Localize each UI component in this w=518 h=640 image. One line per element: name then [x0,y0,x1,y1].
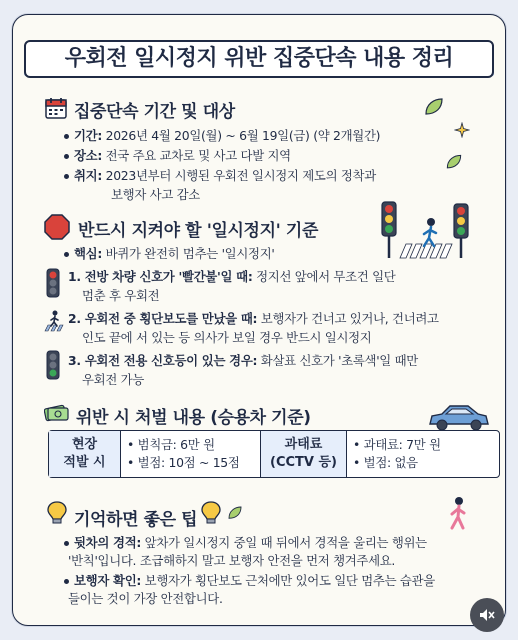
rule-2-label: 2. 우회전 중 횡단보도를 만났을 때: [68,311,258,326]
lightbulb-icon [200,500,222,526]
tip-2-line [74,572,435,590]
car-icon [426,402,490,432]
onsite-header-line-1: 현장 [71,437,98,452]
rule-1-line [68,268,395,286]
rule-2-line [68,310,439,328]
period-value: 2026년 4월 20일(월) ~ 6월 19일(금) (약 2개월간) [105,128,381,143]
rule-2-value: 보행자가 건너고 있거나, 건너려고 [260,311,439,326]
rule-3-value: 화살표 신호가 '초록색'일 때만 [260,353,418,368]
tip-1-value: 앞차가 일시정지 중일 때 뒤에서 경적을 울리는 행위는 [144,535,427,550]
bullet [64,154,69,159]
rule-3-label: 3. 우회전 전용 신호등이 있는 경우: [68,353,258,368]
section-heading-penalty: 위반 시 처벌 내용 (승용차 기준) [76,408,311,428]
tip-1-label: 뒷차의 경적: [74,535,142,550]
cctv-header [261,431,347,477]
rule-3-line-2: 우회전 가능 [82,372,144,387]
cctv-values [347,431,499,477]
lightbulb-icon [46,500,68,526]
mute-button[interactable] [470,598,504,632]
leaf-icon [226,504,244,522]
crosswalk-pedestrian-icon [374,200,496,262]
place-label: 장소: [74,148,102,163]
sparkle-icon [454,122,470,138]
leaf-icon [444,152,464,172]
stop-sign-icon [44,214,70,240]
bullet [64,579,69,584]
bullet [64,541,69,546]
green-arrow-signal-icon [46,350,60,380]
onsite-header [49,431,121,477]
cctv-header-line-1: 과태료 [284,437,323,452]
rule-2-line-2: 인도 끝에 서 있는 등 의사가 보일 경우 반드시 일시정지 [82,330,372,345]
onsite-fine: • 범칙금: 6만 원 [127,437,215,452]
walking-person-icon [446,496,470,532]
purpose-value: 2023년부터 시행된 우회전 일시정지 제도의 정착과 [105,168,376,183]
red-traffic-light-icon [46,268,60,298]
purpose-label: 취지: [74,168,102,183]
section-heading-stop-rule: 반드시 지켜야 할 '일시정지' 기준 [78,221,318,241]
onsite-points: • 벌점: 10점 ~ 15점 [127,455,240,470]
tip-2-value: 보행자가 횡단보도 근처에만 있어도 일단 멈추는 습관을 [144,573,435,588]
rule-1-label: 1. 전방 차량 신호가 '빨간불'일 때: [68,269,253,284]
calendar-icon [44,96,68,120]
tip-2-line-2: 들이는 것이 가장 안전합니다. [68,591,223,606]
cctv-points: • 벌점: 없음 [353,455,418,470]
core-label: 핵심: [74,246,102,261]
pedestrian-crossing-icon [44,310,64,332]
rule-1-value: 정지선 앞에서 무조건 일단 [256,269,396,284]
tip-1-line [74,534,427,552]
core-line [74,245,274,263]
onsite-header-line-2: 적발 시 [63,455,106,470]
penalty-table [48,430,500,478]
core-value: 바퀴가 완전히 멈추는 '일시정지' [105,246,275,261]
leaf-icon [422,96,446,118]
bullet [64,134,69,139]
rule-3-line [68,352,418,370]
cctv-fine: • 과태료: 7만 원 [353,437,441,452]
onsite-values [121,431,261,477]
speaker-muted-icon [478,606,496,624]
bullet [64,174,69,179]
place-line [74,147,291,165]
tip-2-label: 보행자 확인: [74,573,142,588]
place-value: 전국 주요 교차로 및 사고 다발 지역 [105,148,291,163]
purpose-line [74,167,376,185]
section-heading-tips: 기억하면 좋은 팁 [74,510,198,530]
cctv-header-line-2: (CCTV 등) [270,455,337,470]
period-label: 기간: [74,128,102,143]
bullet [64,252,69,257]
period-line [74,127,380,145]
tip-1-line-2: '반칙'입니다. 조급해하지 말고 보행자 안전을 먼저 챙겨주세요. [68,553,396,568]
page-title: 우회전 일시정지 위반 집중단속 내용 정리 [24,40,494,78]
rule-1-line-2: 멈춘 후 우회전 [82,288,160,303]
purpose-line-2: 보행자 사고 감소 [111,187,200,202]
money-icon [44,402,70,422]
section-heading-period: 집중단속 기간 및 대상 [74,102,235,122]
